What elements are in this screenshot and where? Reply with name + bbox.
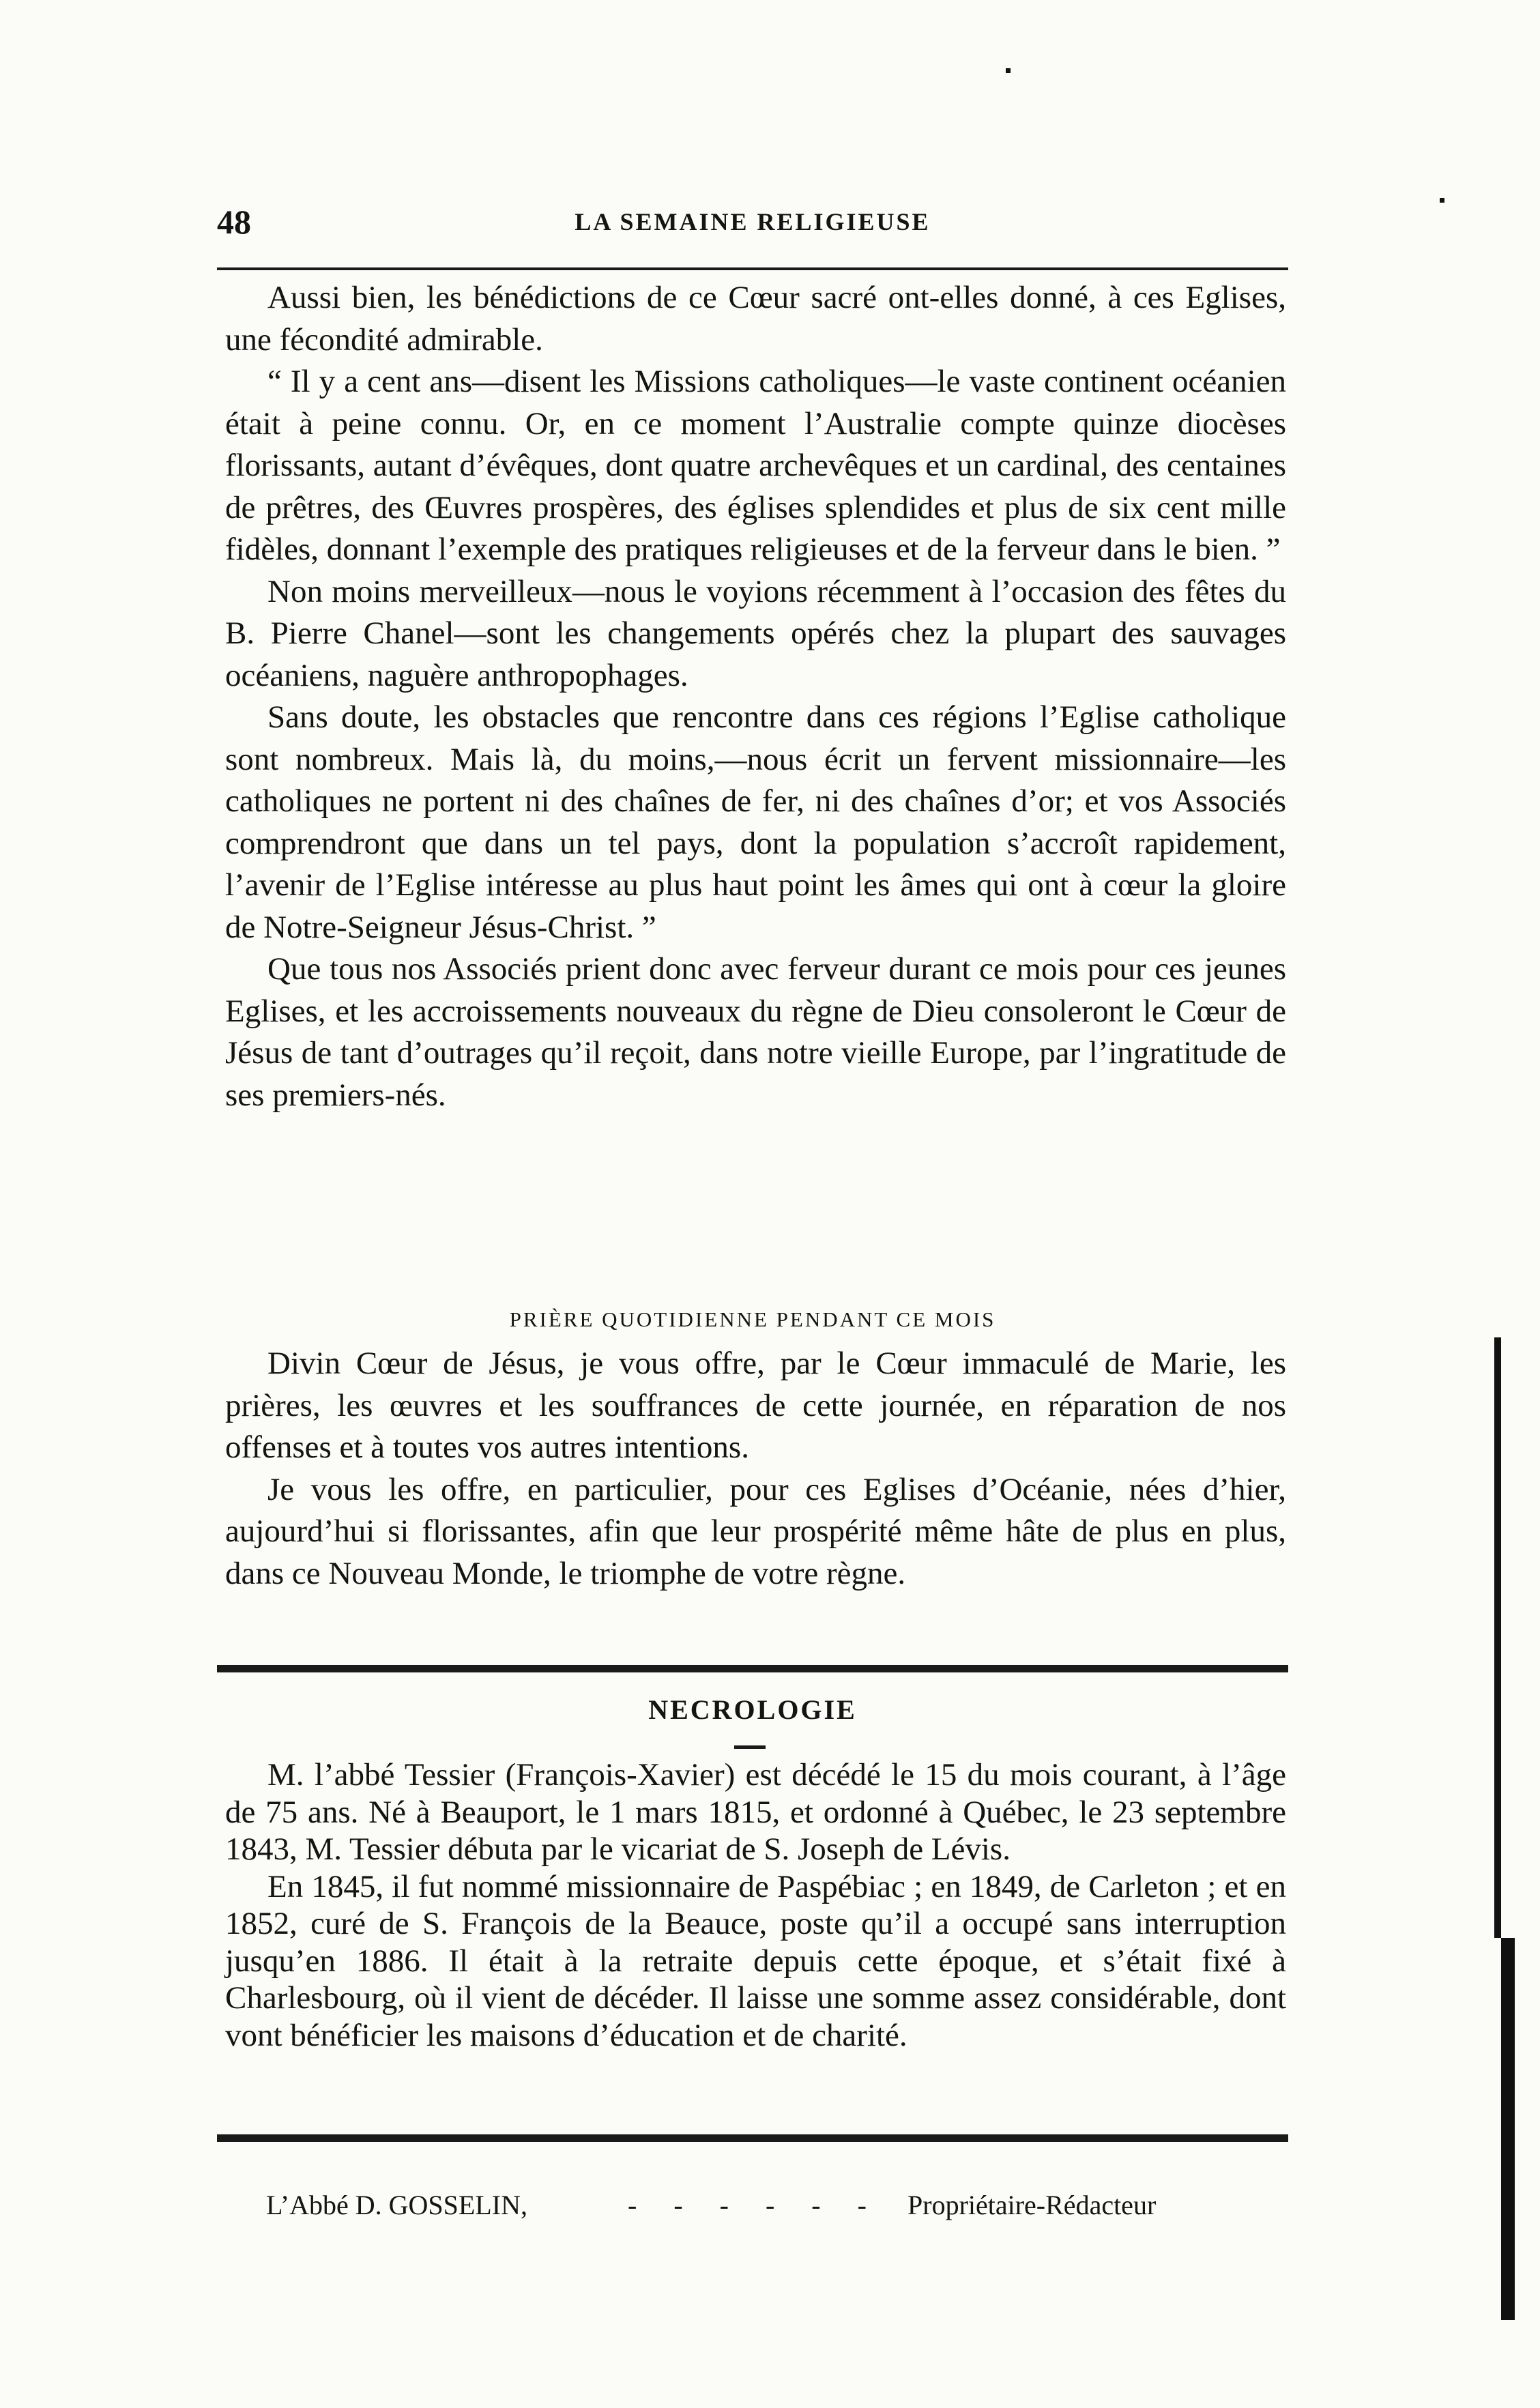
speck <box>1440 198 1444 203</box>
margin-scan-mark <box>1501 1938 1515 2320</box>
header-rule <box>217 267 1288 270</box>
prayer-text <box>225 1343 1286 1595</box>
signature-role: Propriétaire-Rédacteur <box>907 2190 1157 2220</box>
paragraph: Aussi bien, les bénédictions de ce Cœur sacré ont-elles donné, à ces Eglises, une fécondité admirable. <box>225 280 1286 358</box>
paragraph: Je vous les offre, en particulier, pour ces Eglises d’Océanie, nées d’hier, aujourd’hui si florissantes, afin que leur prospérité même hâte de plus en plus, dans ce Nouveau Monde, le triomphe de votre règne. <box>225 1471 1286 1591</box>
page-number: 48 <box>217 203 251 241</box>
footer-divider <box>217 2134 1288 2142</box>
necrologie-text <box>225 1756 1286 2054</box>
paragraph: “ Il y a cent ans—disent les Missions catholiques—le vaste continent océanien était à peine connu. Or, en ce moment l’Australie compte quinze diocèses florissants, autant d’évêques, dont quatre archevêques et un cardinal, des centaines de prêtres, des Œuvres prospères, des églises splendides et plus de six cent mille fidèles, donnant l’exemple des pratiques religieuses et de la ferveur dans le bien. ” <box>225 364 1286 567</box>
paragraph: Que tous nos Associés prient donc avec ferveur durant ce mois pour ces jeunes Eglises, et les accroissements nouveaux du règne de Dieu consoleront le Cœur de Jésus de tant d’outrages qu’il reçoit, dans notre vieille Europe, par l’ingratitude de ses premiers-nés. <box>225 951 1286 1113</box>
main-text <box>225 277 1286 1116</box>
necrologie-heading: NECROLOGIE <box>648 1694 857 1725</box>
section-divider <box>217 1665 1288 1672</box>
paragraph: En 1845, il fut nommé missionnaire de Paspébiac ; en 1849, de Carleton ; et en 1852, curé de S. François de la Beauce, poste qu’il a occupé sans interruption jusqu’en 1886. Il était à la retraite depuis cette époque, et s’était fixé à Charlesbourg, où il vient de décéder. Il laisse une somme assez considérable, dont vont bénéficier les maisons d’éducation et de charité. <box>225 1868 1286 2053</box>
margin-scan-mark <box>1494 1337 1501 1938</box>
page-header <box>217 202 1288 243</box>
paragraph: Non moins merveilleux—nous le voyions récemment à l’occasion des fêtes du B. Pierre Chanel—sont les changements opérés chez la plupart des sauvages océaniens, naguère anthropophages. <box>225 573 1286 693</box>
paragraph: Divin Cœur de Jésus, je vous offre, par le Cœur immaculé de Marie, les prières, les œuvres et les souffrances de cette journée, en réparation de nos offenses et à toutes vos autres intentions. <box>225 1346 1286 1465</box>
running-title: LA SEMAINE RELIGIEUSE <box>575 208 931 235</box>
paragraph: Sans doute, les obstacles que rencontre dans ces régions l’Eglise catholique sont nombreux. Mais là, du moins,—nous écrit un fervent missionnaire—les catholiques ne portent ni des chaînes de fer, ni des chaînes d’or; et vos Associés comprendront que dans un tel pays, dont la population s’accroît rapidement, l’avenir de l’Eglise intéresse au plus haut point les âmes qui ont à cœur la gloire de Notre-Seigneur Jésus-Christ. ” <box>225 699 1286 945</box>
signature-name: L’Abbé D. GOSSELIN, <box>266 2190 527 2220</box>
prayer-heading: PRIÈRE QUOTIDIENNE PENDANT CE MOIS <box>509 1307 996 1331</box>
signature-leader: - - - - - - <box>628 2190 882 2220</box>
speck <box>1006 68 1011 73</box>
paragraph: M. l’abbé Tessier (François-Xavier) est décédé le 15 du mois courant, à l’âge de 75 ans. Né à Beauport, le 1 mars 1815, et ordonné à Québec, le 23 septembre 1843, M. Tessier débuta par le vicariat de S. Joseph de Lévis. <box>225 1757 1286 1867</box>
heading-dash <box>734 1745 766 1749</box>
